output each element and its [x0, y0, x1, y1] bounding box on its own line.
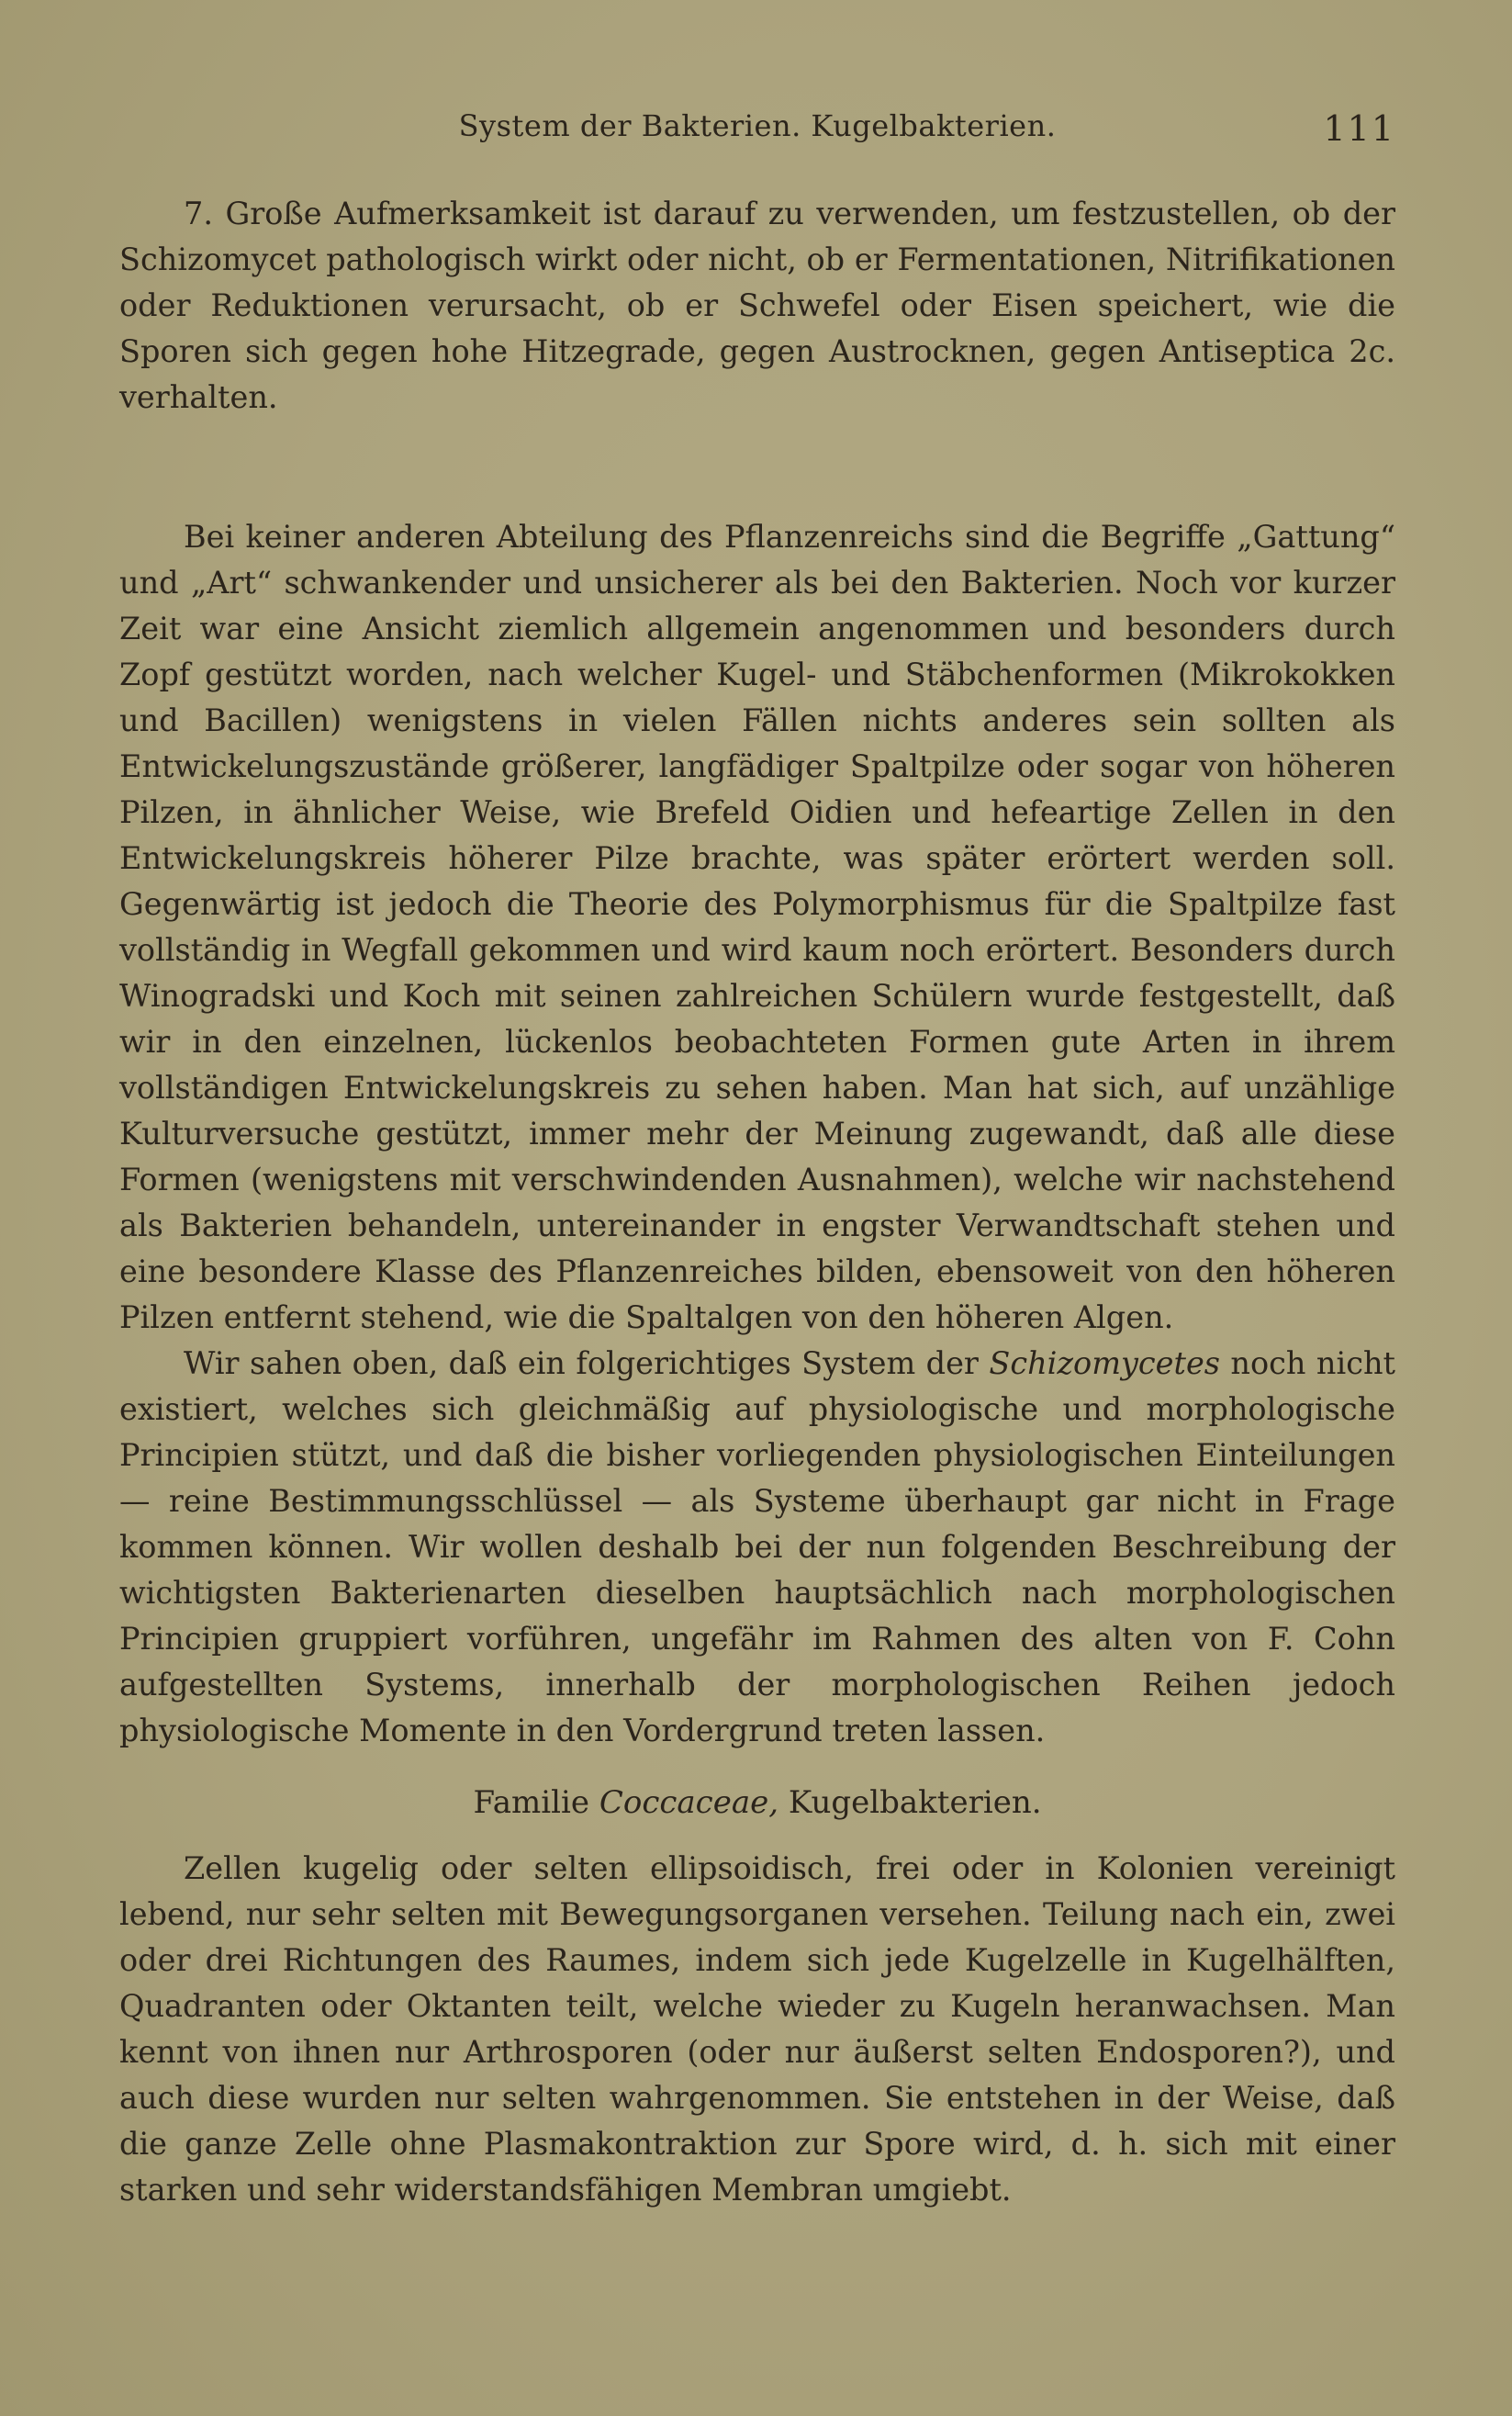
page-number: 111: [1323, 108, 1395, 149]
paragraph-system-start: Wir sahen oben, daß ein folgerichtiges System der: [184, 1345, 990, 1381]
paragraph-item-7: 7. Große Aufmerksamkeit ist darauf zu verwenden, um festzustellen, ob der Schizomycet pathologisch wirkt oder nicht, ob er Fermentationen, Nitrifikationen oder Reduktionen verursacht, ob er Schwefel oder Eisen speichert, wie die Sporen sich gegen hohe Hitzegrade, gegen Austrocknen, gegen Antiseptica 2c. verhalten.: [119, 196, 1395, 415]
paragraph-genus-species: Bei keiner anderen Abteilung des Pflanzenreichs sind die Begriffe „Gattung“ und „Art“ schwankender und unsicherer als bei den Bakterien. Noch vor kurzer Zeit war eine Ansicht ziemlich allgemein angenommen und besonders durch Zopf gestützt worden, nach welcher Kugel- und Stäbchenformen (Mikrokokken und Bacillen) wenigstens in vielen Fällen nichts anderes sein sollten als Entwickelungszustände größerer, langfädiger Spaltpilze oder sogar von höheren Pilzen, in ähnlicher Weise, wie Brefeld Oidien und hefeartige Zellen in den Entwickelungskreis höherer Pilze brachte, was später erörtert werden soll. Gegenwärtig ist jedoch die Theorie des Polymorphismus für die Spaltpilze fast vollständig in Wegfall gekommen und wird kaum noch erörtert. Besonders durch Winogradski und Koch mit seinen zahlreichen Schülern wurde festgestellt, daß wir in den einzelnen, lückenlos beobachteten Formen gute Arten in ihrem vollständigen Entwickelungskreis zu sehen haben. Man hat sich, auf unzählige Kulturversuche gestützt, immer mehr der Meinung zugewandt, daß alle diese Formen (wenigstens mit verschwindenden Ausnahmen), welche wir nachstehend als Bakterien behandeln, untereinander in engster Verwandtschaft stehen und eine besondere Klasse des Pflanzenreiches bilden, ebensoweit von den höheren Pilzen entfernt stehend, wie die Spaltalgen von den höheren Algen.: [119, 519, 1395, 1335]
page-header: [119, 108, 1395, 154]
section-heading-suffix: Kugelbakterien.: [778, 1784, 1042, 1821]
paragraph-gap: [119, 421, 1395, 514]
paragraph-coccaceae: Zellen kugelig oder selten ellipsoidisch, frei oder in Kolonien vereinigt lebend, nur sehr selten mit Bewegungsorganen versehen. Teilung nach ein, zwei oder drei Richtungen des Raumes, indem sich jede Kugelzelle in Kugelhälften, Quadranten oder Oktanten teilt, welche wieder zu Kugeln heranwachsen. Man kennt von ihnen nur Arthrosporen (oder nur äußerst selten Endosporen?), und auch diese wurden nur selten wahrgenommen. Sie entstehen in der Weise, daß die ganze Zelle ohne Plasmakontraktion zur Spore wird, d. h. sich mit einer starken und sehr widerstandsfähigen Membran umgiebt.: [119, 1850, 1395, 2208]
section-heading: [119, 1780, 1395, 1826]
paragraph-system: [119, 1341, 1395, 1754]
taxon-name: Schizomycetes: [989, 1345, 1220, 1381]
body-text: [119, 191, 1395, 2213]
section-heading-taxon: Coccaceae,: [599, 1784, 779, 1821]
section-heading-prefix: Familie: [473, 1784, 599, 1821]
paragraph-system-rest: noch nicht existiert, welches sich gleichmäßig auf physiologische und morphologische Principien stützt, und daß die bisher vorliegenden physiologischen Einteilungen — reine Bestimmungsschlüssel — als Systeme überhaupt gar nicht in Frage kommen können. Wir wollen deshalb bei der nun folgenden Beschreibung der wichtigsten Bakterienarten dieselben hauptsächlich nach morphologischen Principien gruppiert vorführen, ungefähr im Rahmen des alten von F. Cohn aufgestellten Systems, innerhalb der morphologischen Reihen jedoch physiologische Momente in den Vordergrund treten lassen.: [119, 1345, 1395, 1748]
running-head: System der Bakterien. Kugelbakterien.: [458, 108, 1057, 143]
